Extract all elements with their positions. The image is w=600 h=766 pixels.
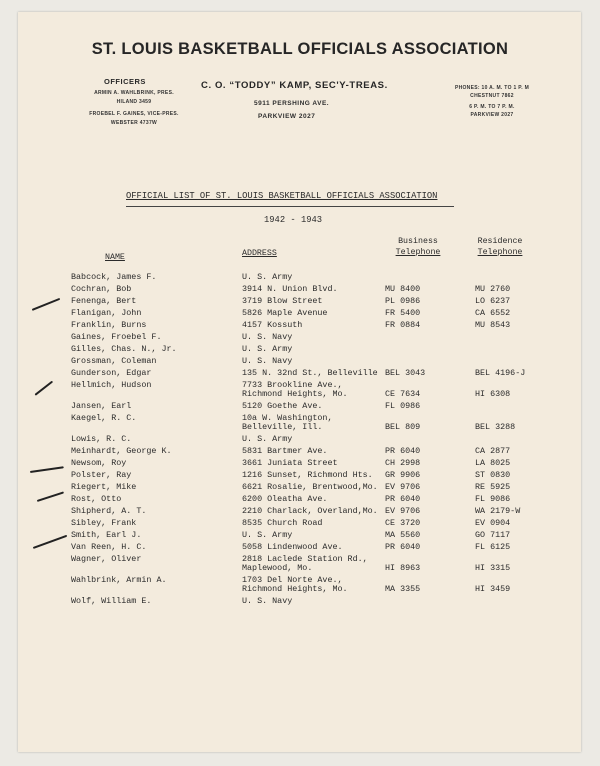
business-telephone: GR 9906: [385, 470, 421, 480]
table-row: [0, 530, 600, 540]
business-telephone: MA 5560: [385, 530, 421, 540]
business-telephone: EV 9706: [385, 506, 421, 516]
official-name: Franklin, Burns: [71, 320, 147, 330]
official-name: Wahlbrink, Armin A.: [71, 575, 167, 585]
official-address: 1216 Sunset, Richmond Hts.: [242, 470, 373, 480]
organization-title: ST. LOUIS BASKETBALL OFFICIALS ASSOCIATION: [91, 40, 509, 58]
residence-telephone: HI 3459: [475, 584, 511, 594]
table-row: [0, 389, 600, 399]
business-telephone: CE 3720: [385, 518, 421, 528]
official-name: Polster, Ray: [71, 470, 132, 480]
official-address: 7733 Brookline Ave.,: [242, 380, 343, 390]
residence-telephone: WA 2179-W: [475, 506, 521, 516]
residence-telephone: FL 9086: [475, 494, 511, 504]
business-telephone: BEL 3043: [385, 368, 426, 378]
official-name: Wolf, William E.: [71, 596, 152, 606]
official-address: 1703 Del Norte Ave.,: [242, 575, 343, 585]
official-name: Newsom, Roy: [71, 458, 127, 468]
table-row: [0, 434, 600, 444]
table-row: [0, 296, 600, 306]
residence-telephone: EV 0904: [475, 518, 511, 528]
season-year: 1942 - 1943: [264, 215, 323, 225]
table-row: [0, 284, 600, 294]
official-address: U. S. Navy: [242, 356, 293, 366]
table-row: [0, 320, 600, 330]
phones-hours-1: PHONES: 10 A. M. TO 1 P. M: [454, 85, 530, 91]
business-telephone: FR 0884: [385, 320, 421, 330]
table-row: [0, 422, 600, 432]
residence-telephone: HI 6308: [475, 389, 511, 399]
officer-vice-president: FROEBEL F. GAINES, VICE-PRES.: [89, 111, 179, 117]
phones-number-2: PARKVIEW 2027: [470, 112, 514, 118]
official-address: 5058 Lindenwood Ave.: [242, 542, 343, 552]
official-name: Fenenga, Bert: [71, 296, 137, 306]
official-address: U. S. Navy: [242, 596, 293, 606]
official-address: U. S. Army: [242, 530, 293, 540]
official-address: U. S. Army: [242, 434, 293, 444]
table-row: [0, 446, 600, 456]
officers-label: OFFICERS: [104, 77, 146, 86]
officer-president: ARMIN A. WAHLBRINK, PRES.: [94, 90, 174, 96]
official-name: Jansen, Earl: [71, 401, 132, 411]
official-name: Hellmich, Hudson: [71, 380, 152, 390]
table-row: [0, 308, 600, 318]
official-address: 5831 Bartmer Ave.: [242, 446, 328, 456]
official-address: U. S. Army: [242, 344, 293, 354]
official-address: 10a W. Washington,: [242, 413, 333, 423]
official-address: U. S. Army: [242, 272, 293, 282]
residence-telephone: ST 0830: [475, 470, 511, 480]
official-address: 3914 N. Union Blvd.: [242, 284, 338, 294]
table-row: [0, 518, 600, 528]
table-row: [0, 401, 600, 411]
table-row: [0, 596, 600, 606]
business-telephone: PL 0986: [385, 296, 421, 306]
official-address: Richmond Heights, Mo.: [242, 584, 348, 594]
official-address: 4157 Kossuth: [242, 320, 303, 330]
table-row: [0, 563, 600, 573]
business-telephone: CH 2998: [385, 458, 421, 468]
table-row: [0, 344, 600, 354]
table-row: [0, 368, 600, 378]
business-telephone: HI 8963: [385, 563, 421, 573]
table-row: [0, 584, 600, 594]
business-telephone: FR 5400: [385, 308, 421, 318]
official-name: Gaines, Froebel F.: [71, 332, 162, 342]
official-address: U. S. Navy: [242, 332, 293, 342]
official-address: 3661 Juniata Street: [242, 458, 338, 468]
business-telephone: CE 7634: [385, 389, 421, 399]
residence-telephone: MU 8543: [475, 320, 511, 330]
officer-president-phone: HILAND 3459: [116, 99, 152, 105]
association-address-phone: PARKVIEW 2027: [258, 113, 316, 120]
header-address: ADDRESS: [242, 249, 277, 258]
header-business-1: Business: [398, 237, 438, 246]
official-address: 2210 Charlack, Overland,Mo.: [242, 506, 378, 516]
official-name: Smith, Earl J.: [71, 530, 142, 540]
table-row: [0, 356, 600, 366]
residence-telephone: HI 3315: [475, 563, 511, 573]
business-telephone: FL 0986: [385, 401, 421, 411]
official-name: Grossman, Coleman: [71, 356, 157, 366]
residence-telephone: FL 6125: [475, 542, 511, 552]
table-row: [0, 494, 600, 504]
residence-telephone: CA 6552: [475, 308, 511, 318]
official-name: Meinhardt, George K.: [71, 446, 172, 456]
business-telephone: MU 8400: [385, 284, 421, 294]
business-telephone: MA 3355: [385, 584, 421, 594]
secretary-treasurer: C. O. “TODDY” KAMP, SEC'Y-TREAS.: [201, 80, 388, 91]
table-row: [0, 272, 600, 282]
residence-telephone: RE 5925: [475, 482, 511, 492]
header-residence-1: Residence: [477, 237, 523, 246]
official-name: Lowis, R. C.: [71, 434, 132, 444]
official-name: Cochran, Bob: [71, 284, 132, 294]
official-name: Riegert, Mike: [71, 482, 137, 492]
residence-telephone: MU 2760: [475, 284, 511, 294]
officer-vice-president-phone: WEBSTER 4737W: [110, 120, 158, 126]
business-telephone: PR 6040: [385, 542, 421, 552]
business-telephone: PR 6040: [385, 446, 421, 456]
official-address: 135 N. 32nd St., Belleville: [242, 368, 378, 378]
official-address: Richmond Heights, Mo.: [242, 389, 348, 399]
official-name: Rost, Otto: [71, 494, 122, 504]
official-address: 3719 Blow Street: [242, 296, 323, 306]
official-name: Babcock, James F.: [71, 272, 157, 282]
business-telephone: PR 6040: [385, 494, 421, 504]
business-telephone: BEL 809: [385, 422, 421, 432]
table-row: [0, 506, 600, 516]
association-address: 5911 PERSHING AVE.: [254, 100, 330, 107]
official-name: Shipherd, A. T.: [71, 506, 147, 516]
official-name: Gunderson, Edgar: [71, 368, 152, 378]
official-address: 6200 Oleatha Ave.: [242, 494, 328, 504]
official-address: 8535 Church Road: [242, 518, 323, 528]
list-title: OFFICIAL LIST OF ST. LOUIS BASKETBALL OFFICIALS ASSOCIATION: [126, 191, 438, 201]
official-address: 5120 Goethe Ave.: [242, 401, 323, 411]
header-residence-2: Telephone: [477, 248, 523, 257]
table-row: [0, 542, 600, 552]
official-address: 2818 Laclede Station Rd.,: [242, 554, 368, 564]
official-address: Maplewood, Mo.: [242, 563, 313, 573]
official-name: Wagner, Oliver: [71, 554, 142, 564]
residence-telephone: BEL 4196-J: [475, 368, 526, 378]
official-address: Belleville, Ill.: [242, 422, 323, 432]
phones-number-1: CHESTNUT 7862: [470, 93, 514, 99]
official-name: Kaegel, R. C.: [71, 413, 137, 423]
official-name: Sibley, Frank: [71, 518, 137, 528]
official-name: Flanigan, John: [71, 308, 142, 318]
header-name: NAME: [105, 253, 125, 262]
table-row: [0, 482, 600, 492]
residence-telephone: LO 6237: [475, 296, 511, 306]
residence-telephone: BEL 3288: [475, 422, 516, 432]
official-name: Gilles, Chas. N., Jr.: [71, 344, 177, 354]
residence-telephone: LA 8025: [475, 458, 511, 468]
residence-telephone: GO 7117: [475, 530, 511, 540]
table-row: [0, 332, 600, 342]
official-name: Van Reen, H. C.: [71, 542, 147, 552]
title-underline: [126, 206, 454, 207]
table-row: [0, 458, 600, 468]
official-address: 6621 Rosalie, Brentwood,Mo.: [242, 482, 378, 492]
table-row: [0, 470, 600, 480]
business-telephone: EV 9706: [385, 482, 421, 492]
phones-hours-2: 6 P. M. TO 7 P. M.: [469, 104, 515, 110]
official-address: 5826 Maple Avenue: [242, 308, 328, 318]
residence-telephone: CA 2877: [475, 446, 511, 456]
header-business-2: Telephone: [395, 248, 441, 257]
